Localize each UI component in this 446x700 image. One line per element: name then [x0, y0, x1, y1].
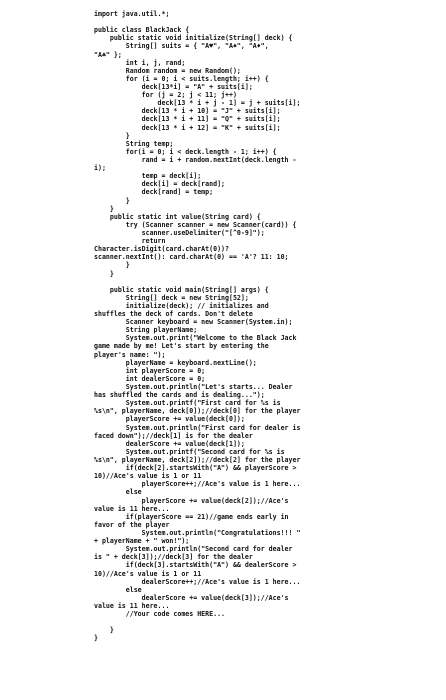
code-line: String[] deck = new String[52]; [94, 293, 249, 302]
code-line: playerScore++;//Ace's value is 1 here... [94, 480, 301, 489]
code-line: } [94, 269, 114, 278]
code-line: has shuffled the cards and is dealing..."); [94, 391, 265, 400]
code-line: faced down");//deck[1] is for the dealer [94, 431, 253, 440]
code-line [94, 18, 440, 26]
code-line: else [94, 488, 142, 497]
code-line: String temp; [94, 139, 174, 148]
code-line: deck[13 * i + 12] = "K" + suits[i]; [94, 123, 281, 132]
code-line: } [94, 626, 114, 635]
code-line: //Your code comes HERE... [94, 610, 226, 619]
code-line: 10)//Ace's value is 1 or 11 [94, 472, 202, 481]
code-line: for (j = 2; j < 11; j++) [94, 91, 237, 100]
code-line: String playerName; [94, 326, 198, 335]
code-line: deck[13 * i + j - 1] = j + suits[i]; [94, 99, 301, 108]
code-line: value is 11 here... [94, 601, 170, 610]
code-line: game made by me! Let's start by entering the [94, 342, 269, 351]
code-line: int playerScore = 0; [94, 366, 206, 375]
code-line: public class BlackJack { [94, 26, 190, 35]
code-line: "A♣" }; [94, 50, 122, 59]
code-line: } [94, 131, 130, 140]
code-line: is " + deck[3]);//deck[3] for the dealer [94, 553, 253, 562]
code-line: scanner.nextInt(): card.charAt(0) == 'A'? 11: 10; [94, 253, 289, 262]
code-line: if(deck[3].startsWith("A") && dealerScore > [94, 561, 297, 570]
code-line: } [94, 204, 114, 213]
code-line: for(i = 0; i < deck.length - 1; i++) { [94, 147, 277, 156]
code-line: deck[13 * i + 10] = "J" + suits[i]; [94, 107, 281, 116]
code-line: import java.util.*; [94, 10, 170, 18]
code-line: dealerScore += value(deck[1]); [94, 439, 245, 448]
code-line: } [94, 261, 130, 270]
code-line: Scanner keyboard = new Scanner(System.in); [94, 318, 293, 327]
code-line: try (Scanner scanner = new Scanner(card)) { [94, 220, 297, 229]
code-line: playerScore += value(deck[2]);//Ace's [94, 496, 289, 505]
code-listing [94, 10, 440, 643]
code-line: System.out.println("Congratulations!!! " [94, 529, 301, 537]
code-line: System.out.println("First card for dealer is [94, 423, 301, 432]
code-line: deck[rand] = temp; [94, 188, 214, 197]
code-line: dealerScore++;//Ace's value is 1 here... [94, 577, 301, 586]
code-line: int i, j, rand; [94, 58, 186, 67]
code-line: System.out.println("Second card for dealer [94, 545, 293, 554]
code-line: public static int value(String card) { [94, 212, 261, 221]
code-line: value is 11 here... [94, 504, 170, 513]
code-line: dealerScore += value(deck[3]);//Ace's [94, 593, 289, 602]
code-line: } [94, 196, 130, 205]
code-line: public static void initialize(String[] deck) { [94, 34, 293, 43]
code-line: initialize(deck); // initializes and [94, 301, 269, 310]
code-line: i); [94, 164, 106, 173]
code-line: favor of the player [94, 520, 170, 529]
code-line: playerName = keyboard.nextLine(); [94, 358, 257, 367]
code-line: int dealerScore = 0; [94, 374, 206, 383]
code-line: else [94, 585, 142, 594]
code-line: playerScore += value(deck[0]); [94, 415, 245, 424]
code-line: shuffles the deck of cards. Don't delete [94, 310, 253, 319]
code-line: System.out.println("Let's starts... Dealer [94, 383, 293, 392]
code-line: if(deck[2].startsWith("A") && playerScore > [94, 464, 297, 473]
code-line: if(playerScore == 21)//game ends early in [94, 512, 289, 521]
code-line: scanner.useDelimiter("[^0-9]"); [94, 228, 265, 237]
code-line: Character.isDigit(card.charAt(0))? [94, 245, 229, 254]
code-line: player's name: "); [94, 350, 166, 359]
code-line: rand = i + random.nextInt(deck.length - [94, 155, 297, 164]
code-line: } [94, 634, 98, 643]
code-line: + playerName + " won!"); [94, 537, 190, 546]
code-line: Random random = new Random(); [94, 66, 241, 75]
code-line: String[] suits = { "A♥", "A♠", "A♦", [94, 42, 269, 51]
code-line: deck[13 * i + 11] = "Q" + suits[i]; [94, 115, 281, 124]
code-line: public static void main(String[] args) { [94, 285, 269, 294]
code-line [94, 278, 440, 286]
code-line [94, 618, 440, 626]
code-line: System.out.printf("First card for %s is [94, 399, 281, 408]
code-line: return [94, 237, 166, 246]
code-line: %s\n", playerName, deck[2]);//deck[2] for the player [94, 456, 301, 465]
code-line: %s\n", playerName, deck[0]);//deck[0] for the player [94, 407, 301, 416]
code-line: 10)//Ace's value is 1 or 11 [94, 569, 202, 578]
code-line: for (i = 0; i < suits.length; i++) { [94, 74, 269, 83]
code-line: System.out.printf("Second card for %s is [94, 447, 285, 456]
code-line: temp = deck[i]; [94, 172, 202, 181]
code-line: System.out.print("Welcome to the Black Jack [94, 334, 297, 343]
code-line: deck[13*i] = "A" + suits[i]; [94, 82, 253, 91]
code-line: deck[i] = deck[rand]; [94, 180, 226, 189]
